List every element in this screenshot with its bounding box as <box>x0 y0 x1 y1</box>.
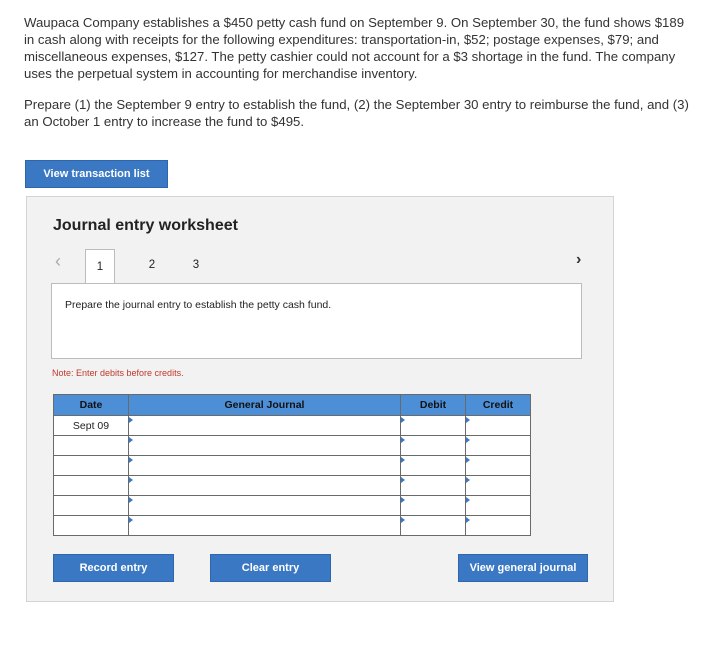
debit-input[interactable] <box>401 416 466 436</box>
debit-input[interactable] <box>401 436 466 456</box>
account-select[interactable] <box>129 436 401 456</box>
prev-arrow-icon[interactable]: ‹ <box>55 251 61 271</box>
problem-statement <box>24 14 692 130</box>
date-cell[interactable] <box>54 456 129 476</box>
credit-input[interactable] <box>466 476 531 496</box>
debit-header: Debit <box>401 395 466 416</box>
date-cell[interactable] <box>54 436 129 456</box>
credit-input[interactable] <box>466 436 531 456</box>
account-select[interactable] <box>129 476 401 496</box>
account-select[interactable] <box>129 496 401 516</box>
account-select[interactable] <box>129 456 401 476</box>
table-row <box>54 456 531 476</box>
debits-note: Note: Enter debits before credits. <box>52 368 184 378</box>
problem-paragraph-2: Prepare (1) the September 9 entry to establish the fund, (2) the September 30 entry to reimburse the fund, and (3) an October 1 entry to increase the fund to $495. <box>24 97 689 129</box>
date-cell[interactable]: Sept 09 <box>54 416 129 436</box>
credit-header: Credit <box>466 395 531 416</box>
debit-input[interactable] <box>401 496 466 516</box>
table-row <box>54 516 531 536</box>
credit-input[interactable] <box>466 456 531 476</box>
worksheet-title: Journal entry worksheet <box>53 217 238 234</box>
date-cell[interactable] <box>54 516 129 536</box>
credit-input[interactable] <box>466 416 531 436</box>
table-row <box>54 436 531 456</box>
journal-table <box>53 394 531 536</box>
date-cell[interactable] <box>54 476 129 496</box>
problem-paragraph-1: Waupaca Company establishes a $450 petty cash fund on September 9. On September 30, the fund shows $189 in cash along with receipts for the following expenditures: transportation-in, $52; postage expenses, $79; and miscellaneous expenses, $127. The petty cashier could not account for a $3 shortage in the fund. The company uses the perpetual system in accounting for merchandise inventory. <box>24 15 685 81</box>
table-row <box>54 476 531 496</box>
instruction-text: Prepare the journal entry to establish the petty cash fund. <box>65 299 332 311</box>
date-header: Date <box>54 395 129 416</box>
tab-3[interactable]: 3 <box>192 259 200 271</box>
table-row <box>54 416 531 436</box>
record-entry-button[interactable]: Record entry <box>53 554 174 582</box>
view-transaction-list-button[interactable]: View transaction list <box>25 160 168 188</box>
tab-2[interactable]: 2 <box>148 259 156 271</box>
debit-input[interactable] <box>401 476 466 496</box>
account-select[interactable] <box>129 416 401 436</box>
view-general-journal-button[interactable]: View general journal <box>458 554 588 582</box>
debit-input[interactable] <box>401 456 466 476</box>
account-select[interactable] <box>129 516 401 536</box>
instruction-box <box>51 283 582 359</box>
table-row <box>54 496 531 516</box>
clear-entry-button[interactable]: Clear entry <box>210 554 331 582</box>
general-journal-header: General Journal <box>129 395 401 416</box>
journal-header-row <box>54 395 531 416</box>
credit-input[interactable] <box>466 496 531 516</box>
debit-input[interactable] <box>401 516 466 536</box>
next-arrow-icon[interactable]: › <box>576 251 582 268</box>
date-cell[interactable] <box>54 496 129 516</box>
credit-input[interactable] <box>466 516 531 536</box>
tab-1[interactable]: 1 <box>85 249 115 283</box>
journal-entry-worksheet <box>26 196 614 602</box>
